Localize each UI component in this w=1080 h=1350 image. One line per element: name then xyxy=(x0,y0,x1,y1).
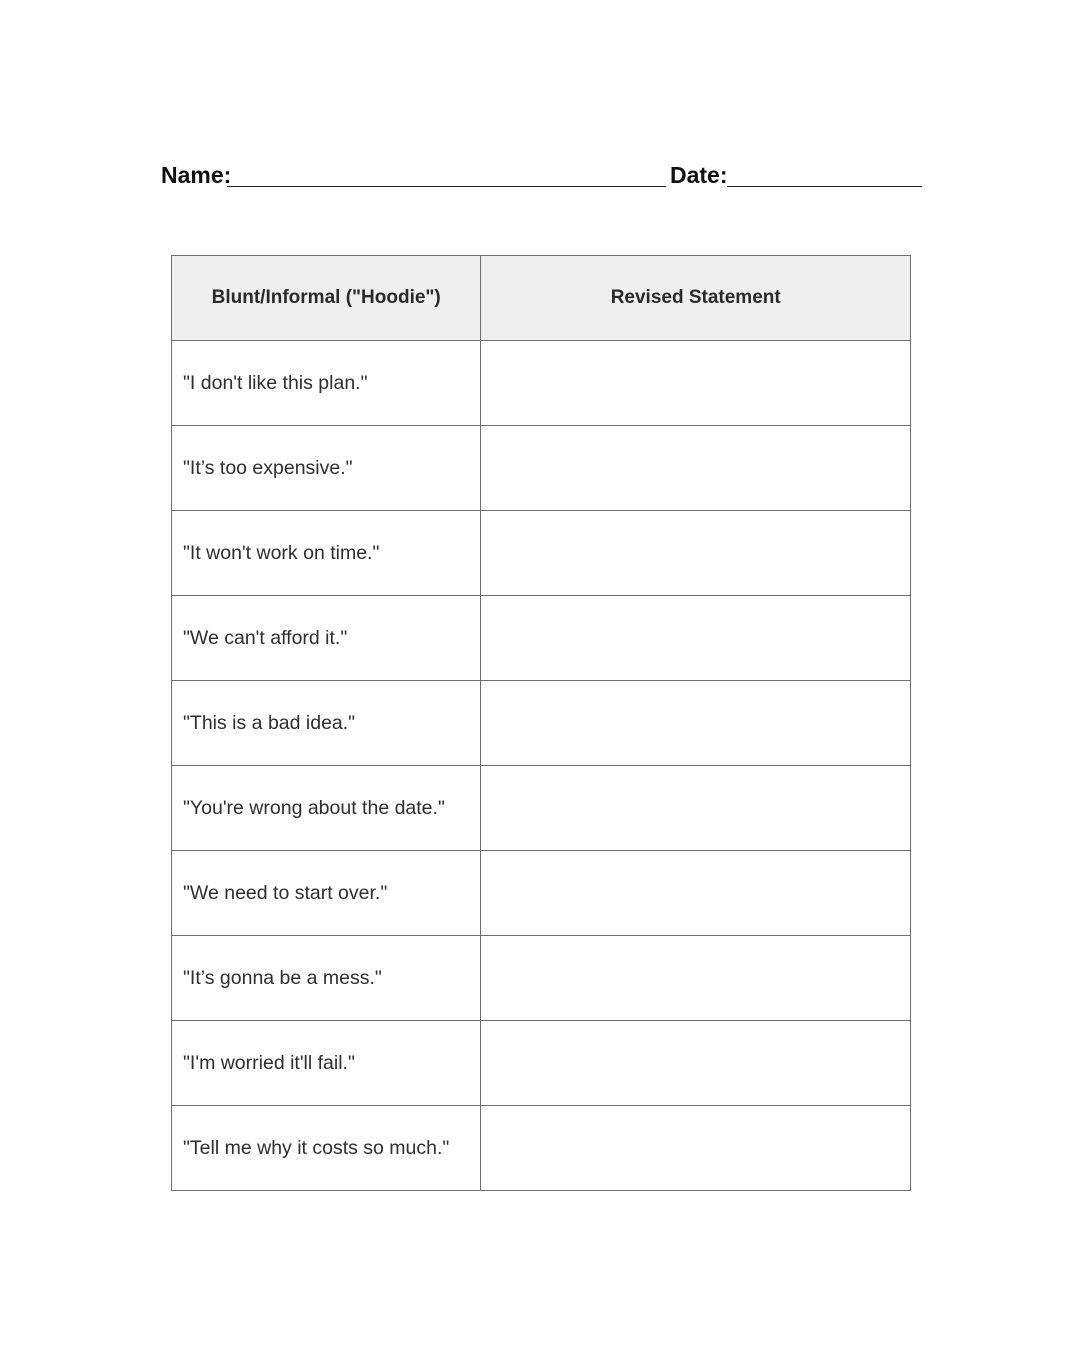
revised-statement-cell[interactable] xyxy=(481,596,911,681)
blunt-statement: "Tell me why it costs so much." xyxy=(172,1106,481,1191)
table-row xyxy=(172,766,911,851)
blunt-statement: "I'm worried it'll fail." xyxy=(172,1021,481,1106)
revised-statement-cell[interactable] xyxy=(481,936,911,1021)
blunt-statement: "You're wrong about the date." xyxy=(172,766,481,851)
blunt-statement: "It’s too expensive." xyxy=(172,426,481,511)
revised-statement-cell[interactable] xyxy=(481,341,911,426)
blunt-statement: "It’s gonna be a mess." xyxy=(172,936,481,1021)
table-row xyxy=(172,1106,911,1191)
blunt-statement: "This is a bad idea." xyxy=(172,681,481,766)
revised-statement-cell[interactable] xyxy=(481,426,911,511)
revised-statement-cell[interactable] xyxy=(481,766,911,851)
blunt-statement: "It won't work on time." xyxy=(172,511,481,596)
name-label: Name: xyxy=(161,162,232,188)
revision-table xyxy=(171,255,911,1191)
table-header-row xyxy=(172,256,911,341)
date-field[interactable] xyxy=(727,186,922,187)
revised-statement-cell[interactable] xyxy=(481,851,911,936)
table-row xyxy=(172,426,911,511)
revised-statement-cell[interactable] xyxy=(481,511,911,596)
date-label: Date: xyxy=(670,162,728,188)
table-row xyxy=(172,596,911,681)
table-row xyxy=(172,936,911,1021)
blunt-statement: "I don't like this plan." xyxy=(172,341,481,426)
table-row xyxy=(172,1021,911,1106)
column-header-blunt: Blunt/Informal ("Hoodie") xyxy=(172,256,481,341)
table-row xyxy=(172,851,911,936)
blunt-statement: "We need to start over." xyxy=(172,851,481,936)
table-row xyxy=(172,341,911,426)
column-header-revised: Revised Statement xyxy=(481,256,911,341)
worksheet-header xyxy=(161,160,923,190)
blunt-statement: "We can't afford it." xyxy=(172,596,481,681)
revised-statement-cell[interactable] xyxy=(481,1021,911,1106)
table-row xyxy=(172,681,911,766)
name-field[interactable] xyxy=(227,186,666,187)
revised-statement-cell[interactable] xyxy=(481,681,911,766)
revised-statement-cell[interactable] xyxy=(481,1106,911,1191)
table-row xyxy=(172,511,911,596)
